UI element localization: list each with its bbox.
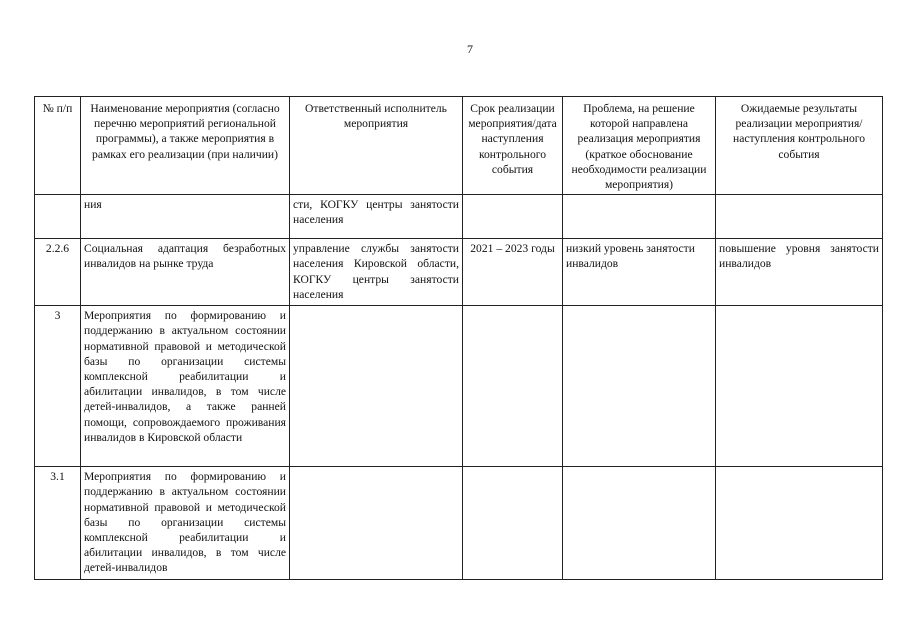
- row-executor: [290, 467, 463, 580]
- row-measure-name: Мероприятия по формированию и поддержанию в актуальном состоянии нормативной правовой и методической базы по организации системы комплексной реабилитации и абилитации инвалидов, в том числе детей-инвалидов: [81, 467, 290, 580]
- row-executor: управление службы занятости населения Кировской области, КОГКУ центры занятости населения: [290, 239, 463, 306]
- row-result: [716, 195, 883, 239]
- row-measure-name: ния: [81, 195, 290, 239]
- measures-table: [34, 96, 883, 580]
- row-result: [716, 306, 883, 467]
- row-problem: [563, 306, 716, 467]
- header-executor: Ответственный исполнитель мероприятия: [290, 97, 463, 195]
- header-term: Срок реализации мероприятия/дата наступления контрольного события: [463, 97, 563, 195]
- row-result: повышение уровня занятости инвалидов: [716, 239, 883, 306]
- row-executor: сти, КОГКУ центры занятости населения: [290, 195, 463, 239]
- row-term: 2021 – 2023 годы: [463, 239, 563, 306]
- row-measure-name: Мероприятия по формированию и поддержанию в актуальном состоянии нормативной правовой и методической базы по организации системы комплексной реабилитации и абилитации инвалидов, в том числе детей-инвалидов, а также ранней помощи, сопровождаемого проживания инвалидов в Кировской области: [81, 306, 290, 467]
- row-number: 3.1: [35, 467, 81, 580]
- header-result: Ожидаемые результаты реализации мероприятия/наступления контрольного события: [716, 97, 883, 195]
- table-header-row: [35, 97, 883, 195]
- row-term: [463, 195, 563, 239]
- header-problem: Проблема, на решение которой направлена реализация мероприятия (краткое обоснование необходимости реализации мероприятия): [563, 97, 716, 195]
- table-row: [35, 239, 883, 306]
- header-measure-name: Наименование мероприятия (согласно перечню мероприятий региональной программы), а также мероприятия в рамках его реализации (при наличии): [81, 97, 290, 195]
- table-row: [35, 306, 883, 467]
- row-executor: [290, 306, 463, 467]
- row-number: 2.2.6: [35, 239, 81, 306]
- table-row: [35, 467, 883, 580]
- table-row: [35, 195, 883, 239]
- row-number: [35, 195, 81, 239]
- row-problem: низкий уровень занятости инвалидов: [563, 239, 716, 306]
- row-problem: [563, 195, 716, 239]
- row-problem: [563, 467, 716, 580]
- header-number: № п/п: [35, 97, 81, 195]
- row-number: 3: [35, 306, 81, 467]
- row-measure-name: Социальная адаптация безработных инвалидов на рынке труда: [81, 239, 290, 306]
- row-term: [463, 467, 563, 580]
- row-term: [463, 306, 563, 467]
- page-number: 7: [467, 42, 473, 56]
- row-result: [716, 467, 883, 580]
